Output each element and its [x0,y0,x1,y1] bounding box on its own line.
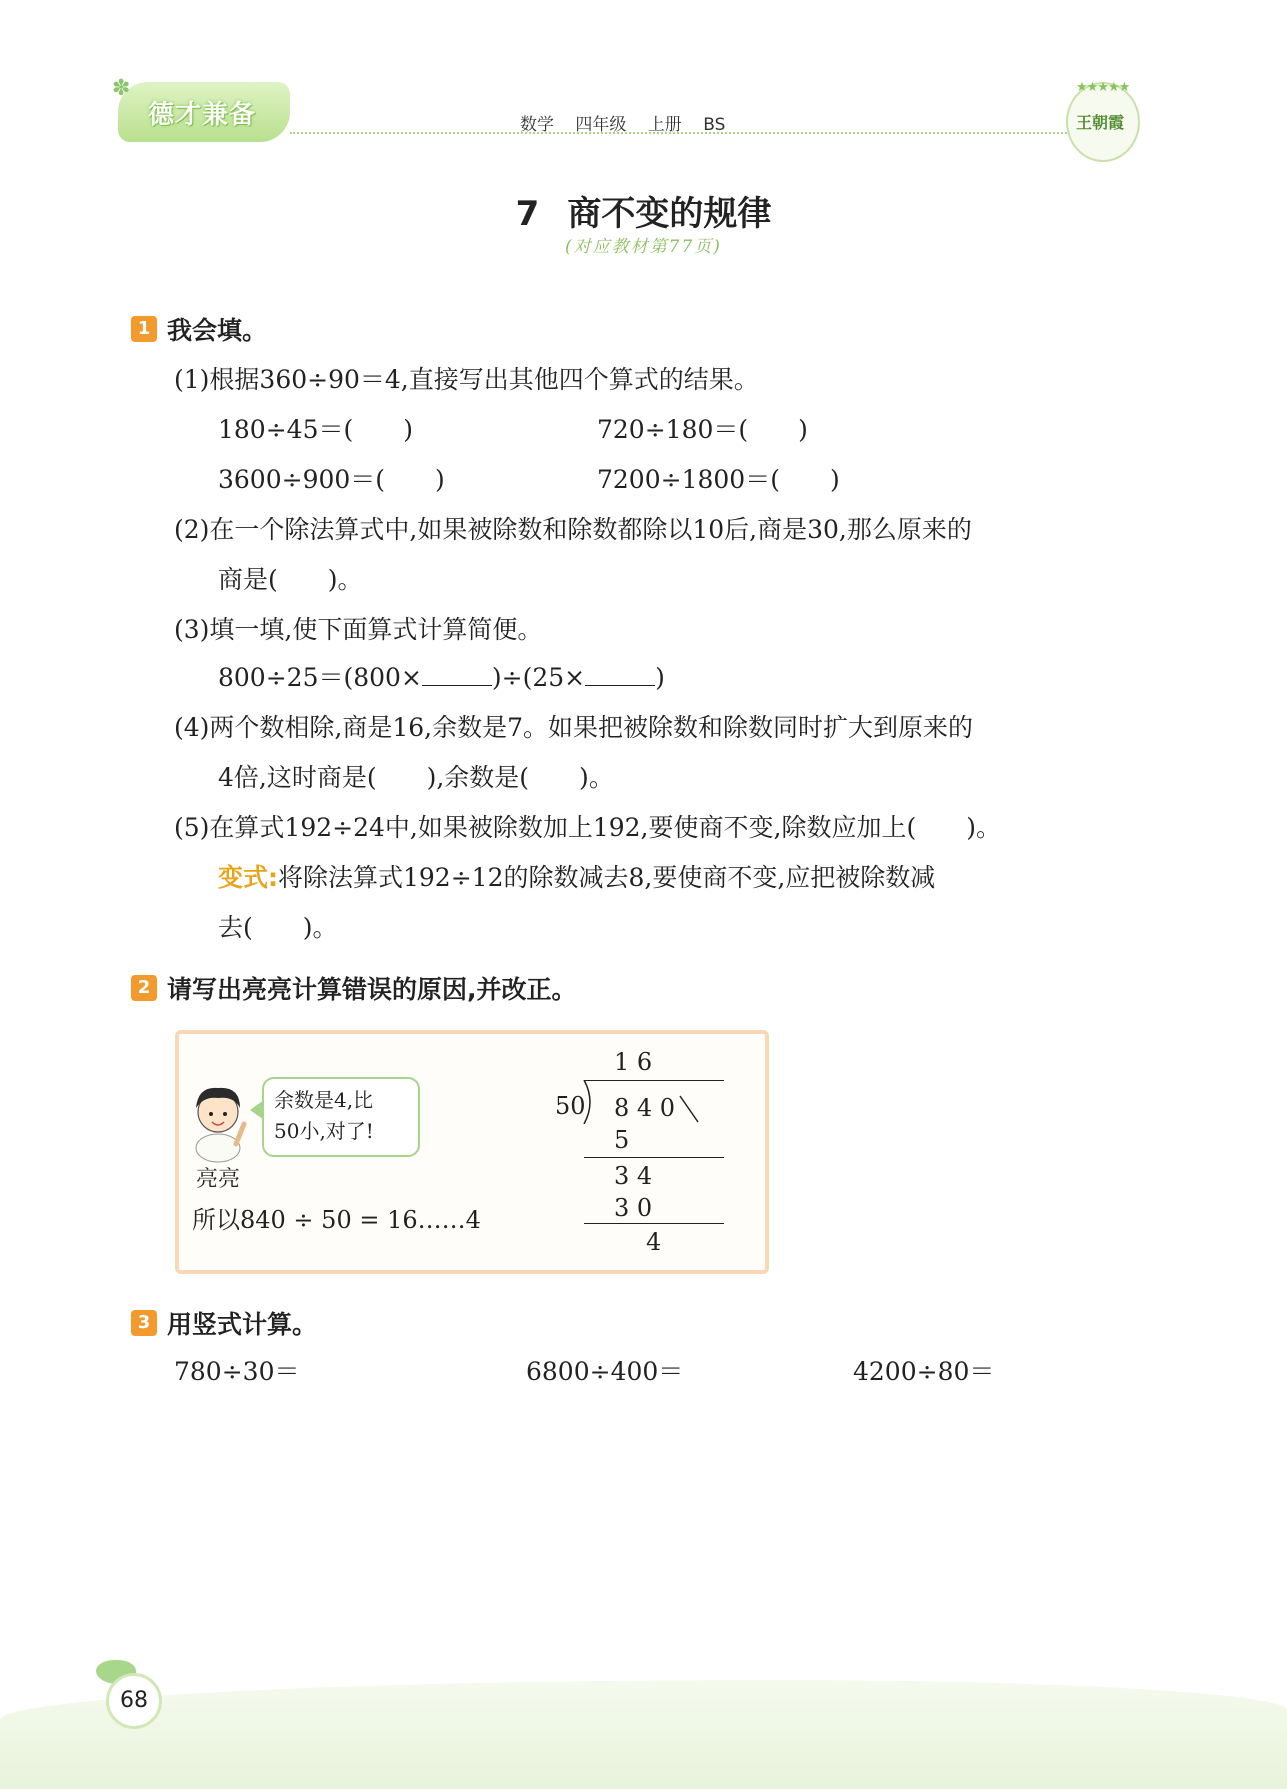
lesson-number: 7 [515,194,540,234]
q3-expression [218,658,665,694]
palm-tree-icon: ✽ [112,76,131,101]
bubble-line-1: 余数是4,比 [274,1088,374,1112]
ld-rule-1 [584,1157,724,1158]
logo-text: 德才兼备 [148,100,257,130]
ld-dividend: 8 4 0 [614,1094,676,1122]
q4-line-2: 4倍,这时商是( ),余数是( )。 [218,763,614,792]
lesson-subtitle: (对应教材第77页) [565,237,722,257]
section-2-heading [131,970,577,1006]
q3-part-b: )÷(25× [491,663,586,692]
author-seal [1066,82,1140,162]
lesson-title-text: 商不变的规律 [567,194,772,234]
section-3-heading [131,1305,317,1341]
ld-bracket [582,1080,596,1124]
character-name: 亮亮 [196,1167,241,1192]
seal-name: 王朝霞 [1076,113,1125,132]
s3-problem-1: 780÷30＝ [174,1357,300,1386]
section-3-badge: 3 [131,1310,157,1336]
q3-blank-2[interactable] [585,663,655,686]
q5-line-2 [218,858,935,894]
q3-blank-1[interactable] [422,663,492,686]
ld-remainder: 4 [646,1228,662,1256]
ld-rule-2 [584,1223,724,1224]
s3-problem-2: 6800÷400＝ [526,1357,684,1386]
liang-formula: 所以840 ÷ 50 = 16……4 [192,1206,481,1234]
q4-line-1: (4)两个数相除,商是16,余数是7。如果把被除数和除数同时扩大到原来的 [174,713,974,742]
section-2-badge: 2 [131,975,157,1001]
variant-label: 变式: [218,863,278,892]
brand-logo [118,82,290,142]
q5-line-1: (5)在算式192÷24中,如果被除数加上192,要使商不变,除数应加上( )。 [174,813,1001,842]
q3-part-a: 800÷25＝(800× [218,663,422,692]
lesson-title [0,186,1287,235]
seal-stars: ★★★★★ [1076,80,1130,95]
ld-divisor: 50 [555,1092,586,1120]
ld-top-bar [584,1080,724,1081]
ld-step-2: 3 4 [614,1162,653,1190]
footer-background [0,1680,1287,1789]
section-1-title: 我会填。 [167,316,268,345]
section-3-title: 用竖式计算。 [167,1310,318,1339]
ld-step-1: 5 [614,1126,630,1154]
ld-quotient: 1 6 [614,1048,653,1076]
q2-line-1: (2)在一个除法算式中,如果被除数和除数都除以10后,商是30,那么原来的 [174,515,972,544]
q5-variant-text: 将除法算式192÷12的除数减去8,要使商不变,应把被除数减 [278,863,936,892]
q1-item-a: 180÷45＝( ) [218,415,413,444]
section-2-title: 请写出亮亮计算错误的原因,并改正。 [167,975,577,1004]
q3-part-c: ) [655,663,665,692]
q1-stem: (1)根据360÷90＝4,直接写出其他四个算式的结果。 [174,365,759,394]
speech-bubble [262,1077,420,1157]
s3-problem-3: 4200÷80＝ [853,1357,995,1386]
section-1-heading [131,311,267,347]
subject-label: 数学 四年级 上册 BS [520,115,726,135]
boy-illustration [184,1078,254,1164]
ld-step-3: 3 0 [614,1194,653,1222]
q1-item-d: 7200÷1800＝( ) [597,465,840,494]
page-number: 68 [106,1673,162,1729]
q2-line-2: 商是( )。 [218,565,363,594]
ld-strike-mark [676,1092,702,1126]
q1-item-b: 720÷180＝( ) [597,415,808,444]
q1-item-c: 3600÷900＝( ) [218,465,445,494]
q3-line-1: (3)填一填,使下面算式计算简便。 [174,615,543,644]
q5-line-3: 去( )。 [218,913,338,942]
section-1-badge: 1 [131,316,157,342]
bubble-line-2: 50小,对了! [274,1119,374,1143]
